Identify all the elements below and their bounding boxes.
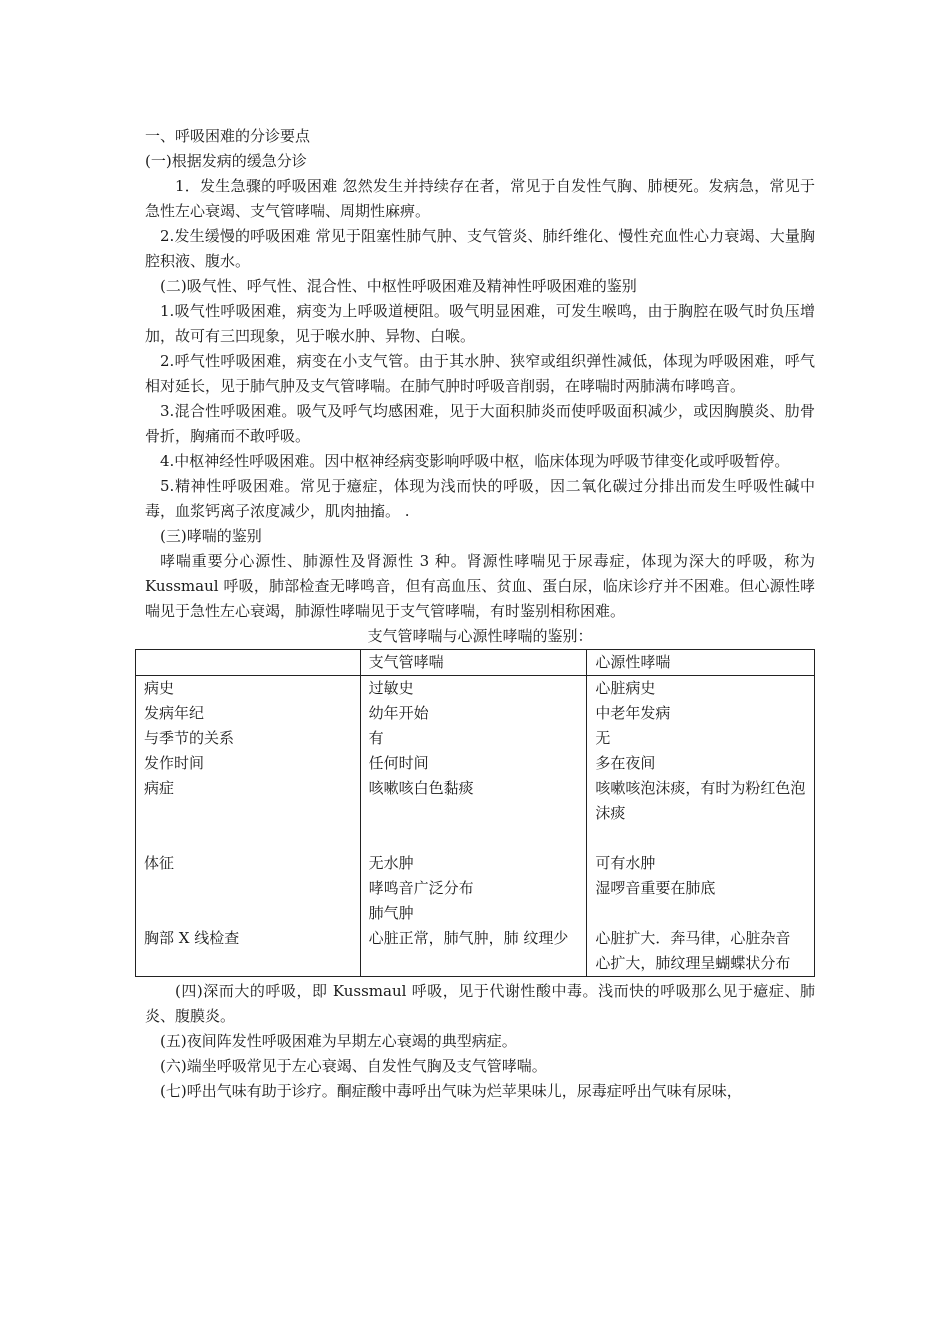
- table-row: [136, 726, 815, 751]
- section-5-paragraph: (五)夜间阵发性呼吸困难为早期左心衰竭的典型病症。: [160, 1032, 517, 1050]
- table-header-blank: [136, 650, 361, 676]
- section-4-paragraph: (四)深而大的呼吸，即 Kussmaul 呼吸，见于代谢性酸中毒。浅而快的呼吸那么见于癔症、肺炎、腹膜炎。: [145, 982, 815, 1025]
- comparison-table: [135, 649, 815, 977]
- section-1-paragraph-2: 2.发生缓慢的呼吸困难 常见于阻塞性肺气肿、支气管炎、肺纤维化、慢性充血性心力衰竭、大量胸腔积液、腹水。: [145, 227, 815, 270]
- table-row: [136, 926, 815, 951]
- row-label: 与季节的关系: [136, 726, 361, 751]
- bronchial-cell: 任何时间: [360, 751, 587, 776]
- section-2-paragraph-1: 1.吸气性呼吸困难，病变为上呼吸道梗阻。吸气明显困难，可发生喉鸣，由于胸腔在吸气时负压增加，故可有三凹现象，见于喉水肿、异物、白喉。: [145, 302, 815, 345]
- cardiac-cell: 湿啰音重要在肺底: [587, 876, 815, 901]
- table-row: [136, 851, 815, 876]
- table-row: [136, 751, 815, 776]
- row-label: 病症: [136, 776, 361, 851]
- section-2-title: (二)吸气性、呼气性、混合性、中枢性呼吸困难及精神性呼吸困难的鉴别: [160, 277, 637, 295]
- section-2-paragraph-2: 2.呼气性呼吸困难，病变在小支气管。由于其水肿、狭窄或组织弹性减低，体现为呼吸困难，呼气相对延长，见于肺气肿及支气管哮喘。在肺气肿时呼吸音削弱，在哮喘时两肺满布哮鸣音。: [145, 352, 815, 395]
- cardiac-cell: 心脏病史: [587, 676, 815, 702]
- main-heading: 一、呼吸困难的分诊要点: [145, 127, 311, 145]
- cardiac-cell: 心扩大，肺纹理呈蝴蝶状分布: [587, 951, 815, 977]
- section-3-paragraph-1: 哮喘重要分心源性、肺源性及肾源性 3 种。肾源性哮喘见于尿毒症，体现为深大的呼吸，称为 Kussmaul 呼吸，肺部检查无哮鸣音，但有高血压、贫血、蛋白尿，临床诊疗并不困难。但心源性哮喘见于急性左心衰竭，肺源性哮喘见于支气管哮喘，有时鉴别相称困难。: [145, 552, 815, 620]
- bronchial-cell: 哮鸣音广泛分布: [360, 876, 587, 901]
- cardiac-cell: [587, 901, 815, 926]
- section-7-paragraph: (七)呼出气味有助于诊疗。酮症酸中毒呼出气味为烂苹果味儿，尿毒症呼出气味有尿味，: [160, 1082, 742, 1100]
- row-label: 体征: [136, 851, 361, 876]
- bronchial-cell: 心脏正常，肺气肿，肺 纹理少: [360, 926, 587, 951]
- cardiac-cell: 心脏扩大．奔马律，心脏杂音: [587, 926, 815, 951]
- section-2-paragraph-3: 3.混合性呼吸困难。吸气及呼气均感困难，见于大面积肺炎而使呼吸面积减少，或因胸膜炎、肋骨骨折，胸痛而不敢呼吸。: [145, 402, 815, 445]
- document-page: [145, 124, 815, 1104]
- table-header-row: [136, 650, 815, 676]
- section-3-title: (三)哮喘的鉴别: [160, 527, 262, 545]
- row-label: 发病年纪: [136, 701, 361, 726]
- table-row: [136, 951, 815, 977]
- bronchial-cell: 无水肿: [360, 851, 587, 876]
- row-label: 胸部 X 线检查: [136, 926, 361, 951]
- bronchial-cell: 过敏史: [360, 676, 587, 702]
- section-2-paragraph-4: 4.中枢神经性呼吸困难。因中枢神经病变影响呼吸中枢，临床体现为呼吸节律变化或呼吸暂停。: [160, 452, 790, 470]
- bronchial-cell: 有: [360, 726, 587, 751]
- cardiac-cell: 多在夜间: [587, 751, 815, 776]
- bronchial-cell: 肺气肿: [360, 901, 587, 926]
- row-label: [136, 901, 361, 926]
- section-6-paragraph: (六)端坐呼吸常见于左心衰竭、自发性气胸及支气管哮喘。: [160, 1057, 547, 1075]
- section-1-title: (一)根据发病的缓急分诊: [145, 152, 307, 170]
- table-header-cardiac: 心源性哮喘: [587, 650, 815, 676]
- table-row: [136, 776, 815, 851]
- cardiac-cell: 咳嗽咳泡沫痰，有时为粉红色泡沫痰: [587, 776, 815, 851]
- bronchial-cell: [360, 951, 587, 977]
- table-row: [136, 876, 815, 901]
- cardiac-cell: 中老年发病: [587, 701, 815, 726]
- cardiac-cell: 可有水肿: [587, 851, 815, 876]
- row-label: [136, 876, 361, 901]
- row-label: 病史: [136, 676, 361, 702]
- row-label: [136, 951, 361, 977]
- section-1-paragraph-1: 1．发生急骤的呼吸困难 忽然发生并持续存在者，常见于自发性气胸、肺梗死。发病急，常见于急性左心衰竭、支气管哮喘、周期性麻痹。: [145, 177, 815, 220]
- bronchial-cell: 咳嗽咳白色黏痰: [360, 776, 587, 851]
- section-2-paragraph-5: 5.精神性呼吸困难。常见于癔症，体现为浅而快的呼吸，因二氧化碳过分排出而发生呼吸性碱中毒，血浆钙离子浓度减少，肌肉抽搐。 .: [145, 477, 815, 520]
- table-header-bronchial: 支气管哮喘: [360, 650, 587, 676]
- cardiac-cell: 无: [587, 726, 815, 751]
- row-label: 发作时间: [136, 751, 361, 776]
- table-caption: 支气管哮喘与心源性哮喘的鉴别：: [367, 627, 593, 645]
- bronchial-cell: 幼年开始: [360, 701, 587, 726]
- table-row: [136, 676, 815, 702]
- table-row: [136, 901, 815, 926]
- table-row: [136, 701, 815, 726]
